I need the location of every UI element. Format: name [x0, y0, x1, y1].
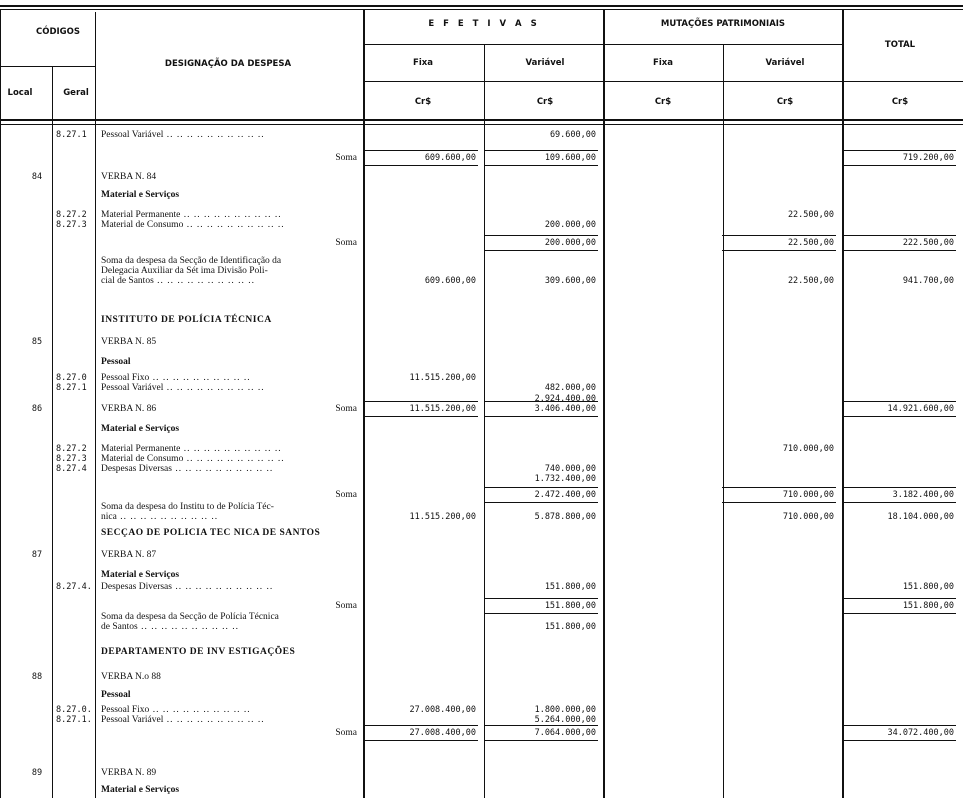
expense-description: Material e Serviços: [101, 785, 180, 795]
amount-ef: 27.008.400,00: [409, 705, 476, 715]
section-heading: SECÇAO DE POLICIA TEC NICA DE SANTOS: [101, 528, 321, 538]
row-rule: [842, 487, 956, 488]
local-code: 86: [31, 404, 43, 414]
geral-code: 8.27.4: [56, 464, 87, 474]
amount-total: 151.800,00: [902, 601, 954, 611]
amount-total: 719.200,00: [902, 153, 954, 163]
amount-ef: 11.515.200,00: [409, 512, 476, 522]
amount-mv: 710.000,00: [782, 444, 834, 454]
amount-ev: 2.472.400,00: [534, 490, 596, 500]
amount-total: 34.072.400,00: [887, 728, 954, 738]
row-rule: [842, 725, 956, 726]
expense-description: Pessoal Fixo .. ..: [101, 373, 251, 383]
row-rule: [484, 165, 598, 166]
currency-3: Cr$: [654, 97, 672, 107]
geral-code: 8.27.1: [56, 383, 87, 393]
amount-ev: 200.000,00: [544, 220, 596, 230]
geral-code: 8.27.1.: [56, 715, 92, 725]
amount-ev: 109.600,00: [544, 153, 596, 163]
amount-total: 3.182.400,00: [892, 490, 954, 500]
expense-description: Material Permanente .. ..: [101, 444, 282, 454]
row-rule: [722, 502, 836, 503]
expense-description: nica .. ..: [101, 512, 218, 522]
row-rule: [842, 598, 956, 599]
amount-ev: 5.264.000,00: [534, 715, 596, 725]
row-rule: [484, 250, 598, 251]
row-rule: [842, 235, 956, 236]
expense-description: Despesas Diversas .. ..: [101, 464, 273, 474]
amount-ev: 7.064.000,00: [534, 728, 596, 738]
expense-description: Despesas Diversas .. ..: [101, 582, 273, 592]
row-rule: [0, 119, 963, 121]
amount-ev: 309.600,00: [544, 276, 596, 286]
amount-mv: 710.000,00: [782, 490, 834, 500]
header-fixa-efetivas: Fixa: [413, 58, 433, 68]
row-rule: [842, 250, 956, 251]
row-rule: [364, 401, 478, 402]
header-local: Local: [7, 88, 33, 98]
row-rule: [364, 416, 478, 417]
amount-ef: 27.008.400,00: [409, 728, 476, 738]
soma-label: Soma: [335, 404, 357, 414]
soma-label: Soma: [335, 601, 357, 611]
expense-description: Material e Serviços: [101, 190, 180, 200]
column-rule: [0, 10, 1, 798]
amount-ev: 69.600,00: [549, 130, 596, 140]
row-rule: [0, 124, 963, 125]
row-rule: [484, 487, 598, 488]
header-total: TOTAL: [884, 40, 916, 50]
amount-total: 151.800,00: [902, 582, 954, 592]
expense-description: Pessoal: [101, 357, 131, 367]
header-designacao: DESIGNAÇÃO DA DESPESA: [164, 59, 292, 69]
row-rule: [842, 740, 956, 741]
expense-description: VERBA N. 85: [101, 337, 157, 347]
header-efetivas: E F E T I V A S: [428, 19, 540, 29]
expense-description: Material de Consumo .. ..: [101, 454, 285, 464]
amount-ef: 11.515.200,00: [409, 404, 476, 414]
row-rule: [0, 5, 963, 7]
header-geral: Geral: [63, 88, 89, 98]
expense-description: Soma da despesa da Secção de Identificação da: [101, 256, 282, 266]
expense-description: VERBA N. 89: [101, 768, 157, 778]
geral-code: 8.27.2: [56, 444, 87, 454]
column-rule: [363, 10, 365, 798]
amount-total: 222.500,00: [902, 238, 954, 248]
amount-ev: 2.924.400,00: [534, 394, 596, 404]
amount-ev: 151.800,00: [544, 622, 596, 632]
header-variavel-mutacoes: Variável: [765, 58, 805, 68]
row-rule: [364, 165, 478, 166]
expense-description: VERBA N. 87: [101, 550, 157, 560]
row-rule: [842, 81, 963, 82]
currency-4: Cr$: [776, 97, 794, 107]
soma-label: Soma: [335, 490, 357, 500]
row-rule: [484, 416, 598, 417]
amount-total: 941.700,00: [902, 276, 954, 286]
row-rule: [364, 740, 478, 741]
header-codigos: CÓDIGOS: [35, 27, 81, 37]
expense-description: Material e Serviços: [101, 570, 180, 580]
geral-code: 8.27.0: [56, 373, 87, 383]
expense-description: Soma da despesa do Institu to de Polícia Téc-: [101, 502, 274, 512]
currency-1: Cr$: [414, 97, 432, 107]
expense-description: Soma da despesa da Secção de Polícia Técnica: [101, 612, 279, 622]
local-code: 84: [31, 172, 43, 182]
expense-description: Pessoal Variável .. ..: [101, 715, 265, 725]
row-rule: [842, 150, 956, 151]
soma-label: Soma: [335, 728, 357, 738]
expense-description: VERBA N. 86: [101, 404, 157, 414]
row-rule: [842, 502, 956, 503]
section-heading: DEPARTAMENTO DE INV ESTIGAÇÕES: [101, 647, 296, 657]
column-rule: [842, 10, 844, 798]
amount-total: 18.104.000,00: [887, 512, 954, 522]
local-code: 88: [31, 672, 43, 682]
amount-mv: 22.500,00: [787, 238, 834, 248]
amount-ev: 1.732.400,00: [534, 474, 596, 484]
currency-2: Cr$: [536, 97, 554, 107]
expense-description: cial de Santos .. ..: [101, 276, 255, 286]
expense-description: Material e Serviços: [101, 424, 180, 434]
row-rule: [0, 66, 95, 67]
row-rule: [842, 401, 956, 402]
header-variavel-efetivas: Variável: [525, 58, 565, 68]
amount-mv: 22.500,00: [787, 276, 834, 286]
soma-label: Soma: [335, 153, 357, 163]
amount-total: 14.921.600,00: [887, 404, 954, 414]
row-rule: [842, 613, 956, 614]
row-rule: [484, 725, 598, 726]
amount-ef: 609.600,00: [424, 153, 476, 163]
row-rule: [364, 725, 478, 726]
amount-ev: 151.800,00: [544, 601, 596, 611]
expense-description: VERBA N.o 88: [101, 672, 161, 682]
amount-ev: 482.000,00: [544, 383, 596, 393]
expense-description: Pessoal Variável .. ..: [101, 130, 265, 140]
amount-ev: 740.000,00: [544, 464, 596, 474]
column-rule: [603, 10, 605, 798]
row-rule: [484, 502, 598, 503]
geral-code: 8.27.2: [56, 210, 87, 220]
expense-description: Delegacia Auxiliar da Sét ima Divisão Poli-: [101, 266, 268, 276]
amount-ev: 151.800,00: [544, 582, 596, 592]
section-heading: INSTITUTO DE POLÍCIA TÉCNICA: [101, 315, 272, 325]
geral-code: 8.27.3: [56, 454, 87, 464]
amount-mv: 710.000,00: [782, 512, 834, 522]
row-rule: [722, 250, 836, 251]
local-code: 85: [31, 337, 43, 347]
amount-ev: 1.800.000,00: [534, 705, 596, 715]
amount-mv: 22.500,00: [787, 210, 834, 220]
geral-code: 8.27.1: [56, 130, 87, 140]
row-rule: [484, 150, 598, 151]
amount-ef: 11.515.200,00: [409, 373, 476, 383]
row-rule: [484, 235, 598, 236]
expense-description: Pessoal: [101, 690, 131, 700]
geral-code: 8.27.0.: [56, 705, 92, 715]
column-rule: [95, 12, 96, 798]
amount-ef: 609.600,00: [424, 276, 476, 286]
expense-description: Pessoal Variável .. ..: [101, 383, 265, 393]
row-rule: [722, 487, 836, 488]
row-rule: [484, 740, 598, 741]
expense-description: Pessoal Fixo .. ..: [101, 705, 251, 715]
currency-5: Cr$: [891, 97, 909, 107]
expense-description: Material de Consumo .. ..: [101, 220, 285, 230]
header-mutacoes: MUTAÇÕES PATRIMONIAIS: [660, 19, 786, 29]
row-rule: [842, 416, 956, 417]
header-fixa-mutacoes: Fixa: [653, 58, 673, 68]
geral-code: 8.27.4.: [56, 582, 92, 592]
row-rule: [364, 150, 478, 151]
row-rule: [722, 235, 836, 236]
expense-description: Material Permanente .. ..: [101, 210, 282, 220]
local-code: 89: [31, 768, 43, 778]
column-rule: [723, 44, 724, 798]
expense-description: de Santos .. ..: [101, 622, 239, 632]
column-rule: [484, 44, 485, 798]
row-rule: [484, 613, 598, 614]
local-code: 87: [31, 550, 43, 560]
row-rule: [0, 9, 963, 10]
expense-description: VERBA N. 84: [101, 172, 157, 182]
amount-ev: 5.878.800,00: [534, 512, 596, 522]
amount-ev: 3.406.400,00: [534, 404, 596, 414]
soma-label: Soma: [335, 238, 357, 248]
row-rule: [484, 598, 598, 599]
geral-code: 8.27.3: [56, 220, 87, 230]
amount-ev: 200.000,00: [544, 238, 596, 248]
row-rule: [842, 165, 956, 166]
column-rule: [52, 66, 53, 798]
